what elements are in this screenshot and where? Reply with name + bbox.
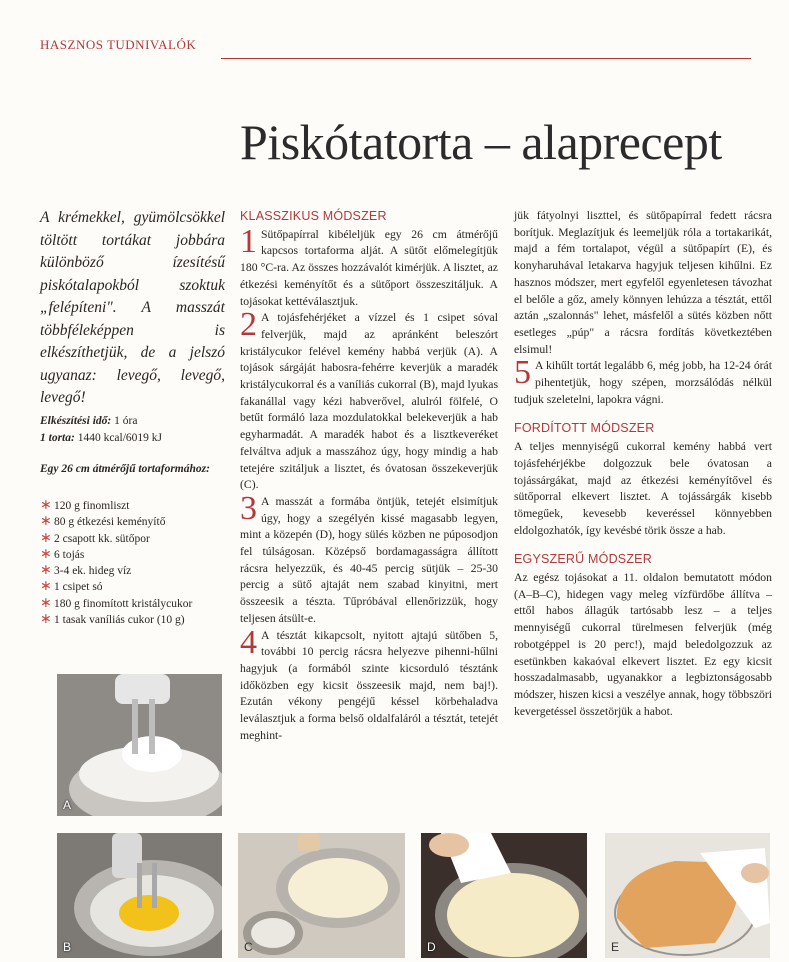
step-number: 4 [240,623,257,661]
folding-flour-image [238,833,405,958]
photo-label: D [427,940,436,954]
photo-label: B [63,940,72,954]
step-text: A tojásfehérjéket a vízzel és 1 csipet sóval felverjük, majd az apránként beleszórt kristálycukor felével kemény habbá verjük (A). A tojások sárgáját habosra-fehérre keverjük a maradék kristálycukorral és a vaníliás cukorral (B), majd lyukas fakanállal vagy kézi habverővel, alulról fölfelé, O betűt formáló laza mozdulatokkal belekeverjük a hab egyharmadát. A maradék habot és a lisztkeveréket felváltva adjuk a masszához úgy, hogy mindig a hab tetejére szitáljuk a lisztet, és óvatosan összekeverjük (C). [240,311,498,492]
step-text: A kihűlt tortát legalább 6, még jobb, ha 12-24 órát pihentetjük, hogy szépen, morzsálódás nélkül tudjuk szeletelni, lapokra vágni. [514,359,772,406]
portion-value: 1440 kcal/6019 kJ [77,432,163,444]
recipe-meta [40,413,230,447]
portion-label: 1 torta: [40,432,75,444]
ingredient-item: ∗ 180 g finomított kristálycukor [40,596,225,612]
step-number: 5 [514,354,531,392]
simple-method-heading: EGYSZERŰ MÓDSZER [514,552,652,567]
unmolded-sponge-image [605,833,770,958]
photo-e [605,833,770,958]
photo-a [57,674,222,816]
step-3 [240,489,498,628]
step-4 [240,623,498,745]
step-number: 2 [240,306,257,344]
classic-method-heading: KLASSZIKUS MÓDSZER [240,209,387,223]
photo-c [238,833,405,958]
smoothing-batter-image [421,833,587,958]
header-rule [221,58,751,59]
mixing-yolks-image [57,833,222,958]
ingredient-item: ∗ 120 g finomliszt [40,498,225,514]
step-number: 1 [240,222,257,260]
ingredient-item: ∗ 80 g étkezési keményítő [40,514,225,530]
ingredient-item: ∗ 1 tasak vaníliás cukor (10 g) [40,612,225,628]
step-number: 3 [240,489,257,527]
step-text: A tésztát kikapcsolt, nyitott ajtajú sütőben 5, további 10 percig rácsra helyezve pihenni-hűlni hagyjuk (a formából szinte kicsorduló tésztánk időközben egy kicsit összeesik majd, nem baj!). Ezután vékony pengéjű késsel körbehaladva leválasztjuk a forma belső oldalfaláról a tésztát, tetejét meghint- [240,628,498,742]
step-text: A masszát a formába öntjük, tetejét elsimítjuk úgy, hogy a szegélyén kissé magasabb legyen, mint a közepén (D), hogy sülés közben ne púposodjon fel túlságosan. Középső bordamagasságra állított rácsra helyezzük, és 40-45 percig sütjük – 25-30 percig a sütő ajtaját nem szabad kinyitni, mert összeesik a tészta. Tűpróbával ellenőrizzük, hogy teljesen átsült-e. [240,494,498,625]
photo-b [57,833,222,958]
step-2 [240,306,498,494]
ingredient-item: ∗ 3-4 ek. hideg víz [40,563,225,579]
step-text: Sütőpapírral kibéleljük egy 26 cm átmérőjű kapcsos tortaforma alját. A sütőt előmelegítjük 180 °C-ra. Az összes hozzávalót kimérjük. A lisztet, az étkezési keményítőt és a sütőport összeszitáljuk. A tojásokat kettéválasztjuk. [240,227,498,308]
prep-time-value: 1 óra [114,415,138,427]
photo-label: E [611,940,620,954]
ingredient-list [40,498,225,628]
photo-label: A [63,798,72,812]
intro-text: A krémekkel, gyümölcsökkel töltött tortákat jobbára különböző ízesítésű piskótalapokból szoktuk „felépíteni". A masszát többféleképpen is elkészíthetjük, de a jelszó ugyanaz: levegő, levegő, levegő! [40,209,225,406]
step-1 [240,222,498,311]
photo-label: C [244,940,253,954]
photo-d [421,833,587,958]
method-column-left [240,208,498,745]
page-title: Piskótatorta – alaprecept [240,114,722,170]
ingredient-item: ∗ 6 tojás [40,547,225,563]
ingredient-item: ∗ 2 csapott kk. sütőpor [40,531,225,547]
prep-time-label: Elkészítési idő: [40,415,112,427]
method-column-right [514,208,772,720]
simple-method-text: Az egész tojásokat a 11. oldalon bemutatott módon (A–B–C), hidegen vagy meleg vízfürdőbe állítva – ettől habos állagúk tartósabb lesz – a teljes mennyiségű cukorral türelmesen felverjük (még robotgéppel is 20 perc!), majd beledolgozzuk az esetünkben kakaóval elkevert lisztet. Ez egy kicsit hosszadalmasabb, ugyanakkor a legbiztonságosabb módszer, hiszen kicsi a veszélye annak, hogy többszöri kevergetéssel összetörjük a habot. [514,571,772,718]
reversed-method-text: A teljes mennyiségű cukorral kemény habbá vert tojásfehérjékbe dolgozzuk bele óvatosan a tojássárgákat, majd az étkezési keményítővel és sütőporral elkevert lisztet. A tojássárgák kisebb tömegűek, kevesebb keveréssel könnyebben eldolgozhatók, így kevésbé törik össze a hab. [514,440,772,537]
step-5 [514,354,772,408]
step-4-continued: jük fátyolnyi liszttel, és sütőpapírral fedett rácsra borítjuk. Meglazítjuk és leemeljük róla a tortakarikát, majd a fém tortalapot, végül a sütőpapírt (E), és konyharuhával letakarva hagyjuk teljesen kihűlni. Ez hasznos módszer, mert egyfelől egyenletesen távozhat el belőle a gőz, amely könnyen lehúzza a tésztát, ettől aztán „szalonnás" lehet, másfelől a sütés közben nőtt esetleges „púp" a rácsra fordítás következtében elsimul! [514,209,772,356]
section-label: HASZNOS TUDNIVALÓK [40,37,197,52]
reversed-method-heading: FORDÍTOTT MÓDSZER [514,421,655,436]
whisking-egg-whites-image [57,674,222,816]
ingredient-item: ∗ 1 csipet só [40,579,225,595]
ingredients-heading: Egy 26 cm átmérőjű tortaformához: [40,463,210,475]
